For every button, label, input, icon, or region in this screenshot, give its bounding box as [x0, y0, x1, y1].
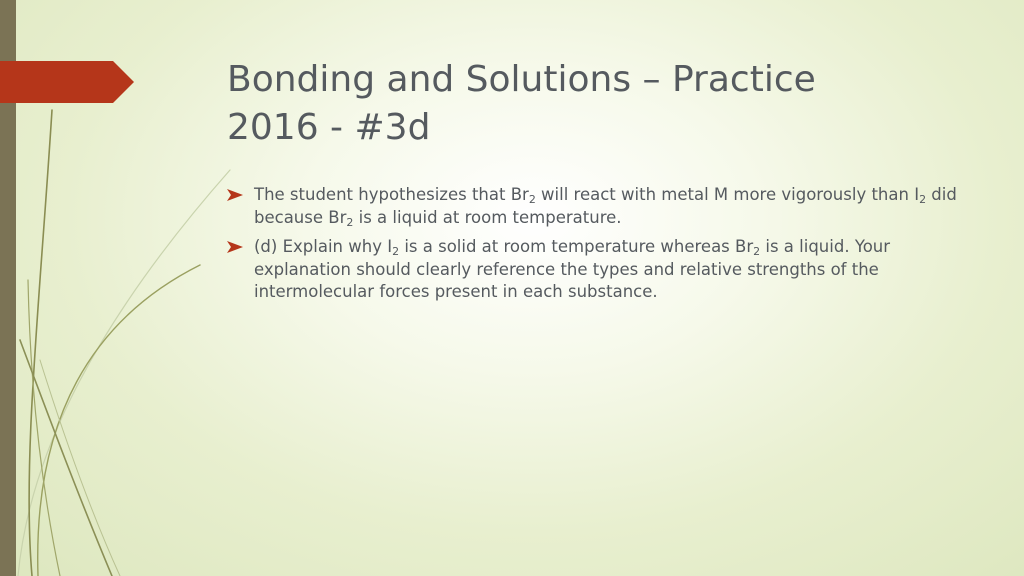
slide-title-line-2: 2016 - #3d	[227, 107, 431, 148]
bullet-item-question-d	[227, 236, 967, 304]
bullet-text: will react with metal M more vigorously than I	[535, 185, 920, 204]
subscript: 2	[528, 193, 536, 206]
arrowhead-bullet-icon	[227, 189, 243, 201]
bullet-text: is a liquid. Your explanation should clearly reference the types and relative strengths of the intermolecular forces present in each substance.	[254, 237, 891, 301]
subscript: 2	[346, 215, 354, 229]
bullet-text: did because Br	[254, 185, 957, 227]
bullet-text: (d) Explain why I	[254, 237, 393, 256]
bullet-text: is a liquid at room temperature.	[353, 207, 622, 227]
red-arrow-tab-icon	[0, 61, 134, 103]
subscript: 2	[919, 193, 927, 206]
arrowhead-bullet-icon	[227, 241, 243, 253]
slide-title	[227, 56, 987, 152]
bullet-text: The student hypothesizes that Br	[254, 185, 529, 204]
slide-title-line-1: Bonding and Solutions – Practice	[227, 59, 816, 100]
subscript: 2	[753, 245, 761, 258]
bullet-list	[227, 184, 967, 311]
subscript: 2	[392, 245, 400, 258]
bullet-text: is a solid at room temperature whereas Br	[399, 237, 754, 256]
bullet-item-hypothesis	[227, 184, 967, 229]
